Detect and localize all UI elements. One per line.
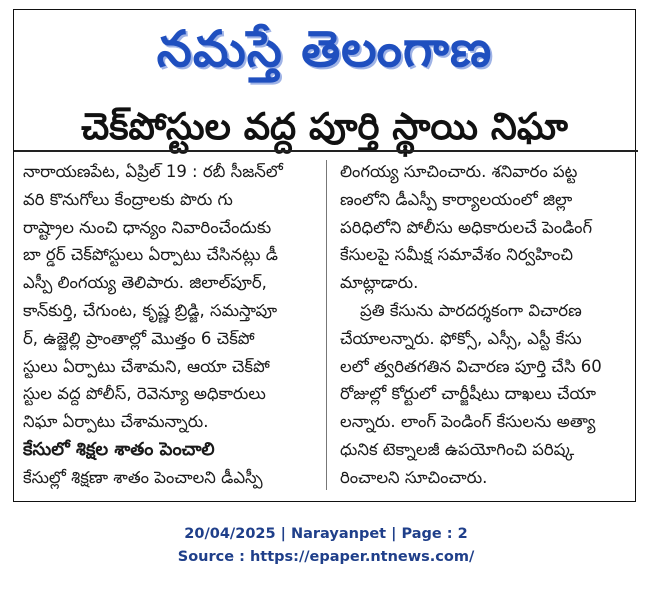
article-line: స్టుల వద్ద పోలీస్, రెవెన్యూ అధికారులు [23,384,266,404]
article-line: కేసుల్లో శిక్షణా శాతం పెంచాలని డీఎస్పీ [23,467,263,487]
article-subheading: కేసులో శిక్షల శాతం పెంచాలి [23,438,215,460]
article-line: ప్రతి కేసును పారదర్శకంగా విచారణ [360,300,582,320]
article-line: చేయాలన్నారు. ఫోక్సో, ఎస్సీ, ఎస్టీ కేసు [340,328,582,348]
article-line: ణంలోని డీఎస్పీ కార్యాలయంలో జిల్లా [340,189,573,209]
article-line: పరిధిలోని పోలీసు అధికారులచే పెండింగ్ [340,217,593,237]
article-line: వరి కొనుగోలు కేంద్రాలకు పొరు గు [23,189,233,209]
article-line: లలో త్వరితగతిన విచారణ పూర్తి చేసి 60 [340,356,602,376]
article-line: కేసులపై సమీక్ష సమావేశం నిర్వహించి [340,245,574,265]
article-line: ఎస్పీ లింగయ్య తెలిపారు. జిలాల్‌పూర్, [23,273,267,293]
article-line: మాట్లాడారు. [340,273,419,293]
article-line: కాన్‌కుర్తి, చేగుంట, కృష్ణ బ్రిడ్జి, సమస్తాపూ [23,300,278,320]
source-link[interactable]: Source : https://epaper.ntnews.com/ [177,549,475,565]
article-left-column [23,158,313,492]
article-line: ధునిక టెక్నాలజీ ఉపయోగించి పరిష్క [340,439,575,459]
article-line: లన్నారు. లాంగ్ పెండింగ్ కేసులను అత్యా [340,412,596,432]
article-line: బా ర్డర్ చెక్‌పోస్టులు ఏర్పాటు చేసినట్లు డీ [23,245,278,265]
edition-info: 20/04/2025 | Narayanpet | Page : 2 [184,526,468,542]
newspaper-masthead: నమస్తే తెలంగాణ [156,20,493,78]
article-line: రించాలని సూచించారు. [340,467,488,487]
article-line: స్టులు ఏర్పాటు చేశామని, ఆయా చెక్‌పో [23,356,270,376]
article-line: రోజుల్లో కోర్టులో చార్జీషీటు దాఖలు చేయా [340,384,597,404]
article-line: రాష్ట్రాల నుంచి ధాన్యం నివారించేందుకు [23,217,272,237]
article-line: ర్, ఉజ్జెల్లి ప్రాంతాల్లో మొత్తం 6 చెక్‌పో [23,328,255,348]
column-divider [326,160,327,490]
article-line: లింగయ్య సూచించారు. శనివారం పట్ట [340,162,578,181]
article-headline: చెక్‌పోస్టుల వద్ద పూర్తి స్థాయి నిఘా [81,105,568,148]
article-line: నారాయణపేట, ఏప్రిల్ 19 : రబీ సీజన్‌లో [23,162,283,181]
article-line: నిఘా ఏర్పాటు చేశామన్నారు. [23,412,209,432]
headline-divider [14,150,638,152]
article-right-column [340,158,612,492]
